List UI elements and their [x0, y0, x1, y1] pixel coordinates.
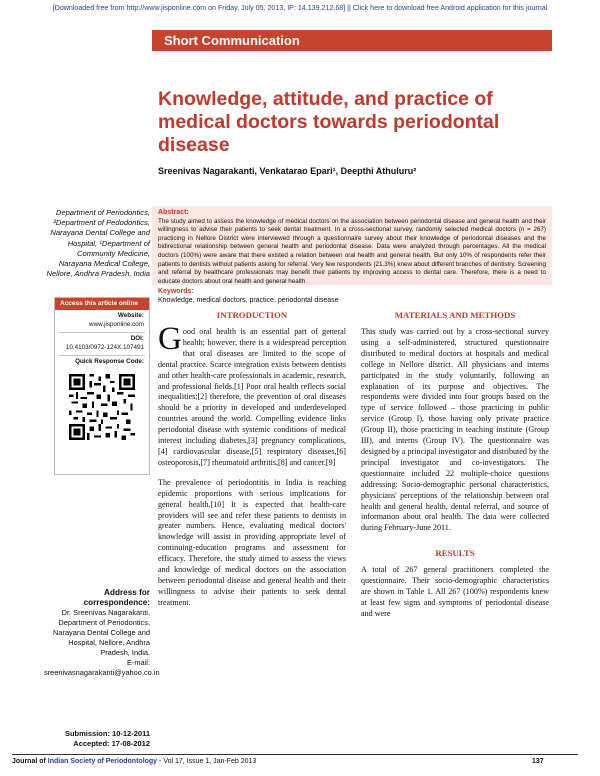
journal-issue: - Vol 17, Issue 1, Jan-Feb 2013 — [159, 758, 257, 765]
drop-cap: G — [158, 321, 182, 357]
android-app-link[interactable]: Click here to download free Android application for this journal — [352, 4, 548, 12]
website-label: Website: — [117, 312, 144, 319]
methods-column — [361, 309, 549, 629]
page-number: 137 — [532, 758, 544, 765]
submission-dates — [44, 729, 150, 748]
correspondence-address: Dr. Sreenivas Nagarakanti, Department of Periodontics, Narayana Dental College and Hospital, Nellore, Andhra Pradesh, India. — [53, 608, 150, 657]
doi-label: DOI: — [130, 335, 144, 342]
doi-value: 10.4103/0972-124X.107491 — [65, 343, 144, 351]
article-title: Knowledge, attitude, and practice of medical doctors towards periodontal disease — [158, 88, 500, 156]
access-online-header: Access this article online — [55, 298, 149, 310]
section-label: Short Communication — [152, 30, 552, 51]
journal-name: Indian Society of Periodontology — [47, 758, 158, 765]
journal-prefix: Journal of — [12, 758, 46, 765]
submission-date: Submission: 10-12-2011 — [64, 729, 150, 738]
banner-separator: || — [347, 4, 351, 12]
abstract-box — [152, 206, 552, 285]
correspondence-email[interactable]: E-mail: sreenivasnagarakanti@yahoo.co.in — [44, 658, 160, 677]
introduction-column — [158, 309, 346, 618]
website-link[interactable]: www.jisponline.com — [89, 320, 144, 328]
methods-paragraph: This study was carried out by a cross-sectional survey using a self-administered, structured questionnaire distributed to medical doctors at hospitals and medical college in Nellore district. All physicians and interns participated in the study voluntarily, following an explanation of its purpose and objectives. The respondents were divided into four groups based on the type of service followed – those practicing in public service (Group I), those having only private practice (Group II), those practicing in teaching institute (Group III), and interns (Group IV). The questionnaire was designed by a principal investigator and distributed by the principal investigator and co-investigators. The questionnaire included 22 multiple-choice questions addressing: Socio-demographic personal characteristics, physicians' perceptions of the relationship between oral health and general health, dental referral, and source of information about oral health. The data were collected during February-June 2011. — [361, 327, 549, 533]
correspondence-label: Address for correspondence: — [83, 588, 150, 607]
qr-label: Quick Response Code: — [75, 358, 144, 365]
qr-code-icon[interactable] — [69, 374, 135, 440]
introduction-paragraph: The prevalence of periodontitis in India is reaching epidemic proportions with serious implications for general health.[10] It is expected that health-care providers will see and refer these patients to dentists in greater numbers. Hence, evaluating medical doctors' knowledge will assist in providing appropriate level of continuing-education programs and assessment for efficacy. Therefore, the study aimed to assess the views and knowledge of medical doctors on the association between periodontal disease and general health and their willingness to advise their patients to seek dental treatment. — [158, 477, 346, 607]
introduction-heading: INTRODUCTION — [216, 310, 288, 320]
accepted-date: Accepted: 17-08-2012 — [73, 738, 150, 748]
affiliations: Department of Periodontics, ²Department of Pedodontics, Narayana Dental College and Hospital, ¹Department of Community Medicine, Narayana Medical College, Nellore, Andhra Pradesh, India — [46, 208, 150, 279]
introduction-text: ood oral health is an essential part of general health; however, there is a widespread perception that oral diseases are limited to the scope of dental practice. Scarce integration exists between dentists and other health-care professionals in academic, research, and professional fields.[1] Poor oral health reflects social inequalities;[2] therefore, the prevention of oral diseases should be a priority in developed and underdeveloped countries around the world. Compelling evidence links periodontal disease with systemic conditions of medical interest including diabetes,[3] pregnancy complications,[4] cardiovascular disease,[5] respiratory diseases,[6] osteoporosis,[7] rheumatoid arthritis,[8] and cancer.[9] — [158, 327, 346, 467]
introduction-paragraph — [158, 321, 346, 469]
download-banner — [0, 4, 600, 12]
methods-heading: MATERIALS AND METHODS — [394, 310, 516, 320]
download-info-text: [Downloaded free from http://www.jisponline.com on Friday, July 05, 2013, IP: 14.139.212.68] — [52, 4, 346, 12]
abstract-text: The study aimed to assess the knowledge of medical doctors on the association between periodontal disease and general health and their willingness to advise their patients to seek dental treatment. In a cross-sectional survey, randomly selected medical doctors (n = 267) practicing in Nellore District were interviewed through a questionnaire survey about their knowledge of periodontal diseases and the bidirectional relationship between general health and periodontal disease. Data were analyzed through percentages. All the medical doctors (100%) were aware that there existed a relation between oral health and general health. But only 10% of respondents refer their patients to dentists without patients asking for referral. Very few respondents (21.3%) knew about different branches of dentistry. Screening and referral by healthcare professionals may benefit their patients by improving access to dental care. Therefore, there is a need to educate doctors about oral health and general health. — [158, 217, 546, 285]
keywords-text: Knowledge, medical doctors, practice, periodontal disease — [158, 297, 339, 304]
article-access-box — [54, 297, 150, 475]
correspondence-block — [44, 588, 160, 678]
results-paragraph: A total of 267 general practitioners completed the questionnaire. Their socio-demographic characteristics are shown in Table 1. All 267 (100%) respondents knew at least few signs and symptoms of periodontal disease and were — [361, 565, 549, 618]
keywords-label: Keywords: — [158, 288, 194, 295]
footer-divider — [12, 754, 578, 755]
abstract-label: Abstract: — [158, 209, 189, 216]
results-heading: RESULTS — [435, 548, 475, 559]
author-list: Sreenivas Nagarakanti, Venkatarao Epari¹, Deepthi Athuluru² — [158, 166, 417, 176]
footer-journal — [12, 758, 256, 765]
